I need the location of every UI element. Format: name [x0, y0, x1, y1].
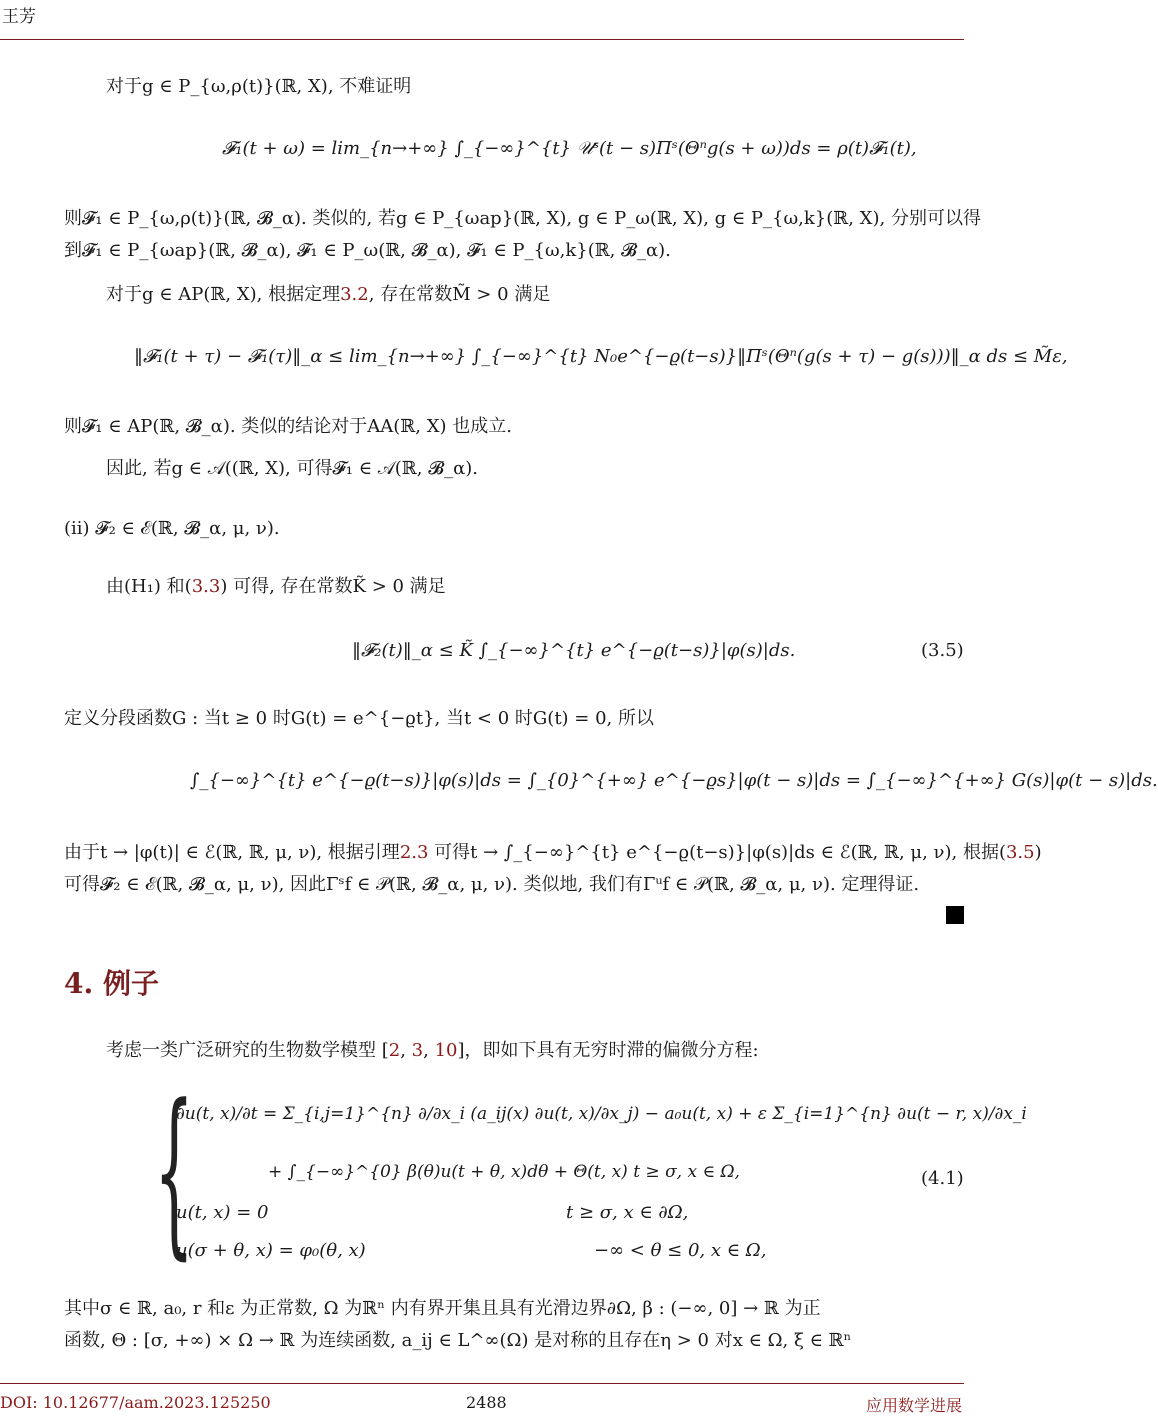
- section-title-examples: 4. 例子: [64, 967, 159, 1000]
- item-ii: (ii) 𝓕₂ ∈ ℰ(ℝ, 𝓑_α, μ, ν).: [64, 518, 280, 539]
- paragraph-H1-text-2: ) 可得, 存在常数K̃ > 0 满足: [220, 576, 446, 597]
- ref-eq-3-3[interactable]: 3.3: [191, 576, 221, 597]
- equation-F1-limit: 𝓕₁(t + ω) = lim_{n→+∞} ∫_{−∞}^{t} 𝒰ˢ(t − s)Πˢ(Θⁿg(s + ω))ds = ρ(t)𝓕₁(t),: [222, 138, 917, 159]
- system-row-boundary-lhs: u(t, x) = 0: [176, 1202, 269, 1223]
- paragraph-A-conclusion: 因此, 若g ∈ 𝒜((ℝ, X), 可得𝓕₁ ∈ 𝒜(ℝ, 𝓑_α).: [106, 458, 478, 479]
- footer-doi[interactable]: DOI: 10.12677/aam.2023.125250: [0, 1393, 271, 1412]
- system-row-boundary-rhs: t ≥ σ, x ∈ ∂Ω,: [566, 1202, 689, 1223]
- paragraph-proof-end: 可得𝓕₂ ∈ ℰ(ℝ, 𝓑_α, μ, ν), 因此Γˢf ∈ 𝒫(ℝ, 𝓑_α, μ, ν). 类似地, 我们有Γᵘf ∈ 𝒫(ℝ, 𝓑_α, μ, ν). 定理得证.: [64, 874, 920, 895]
- equation-F1-estimate: ‖𝓕₁(t + τ) − 𝓕₁(τ)‖_α ≤ lim_{n→+∞} ∫_{−∞}^{t} N₀e^{−ϱ(t−s)}‖Πˢ(Θⁿ(g(s + τ) − g(s)))‖_α ds ≤ M̃ε,: [134, 346, 1068, 367]
- system-row-pde: ∂u(t, x)/∂t = Σ_{i,j=1}^{n} ∂/∂x_i (a_ij(x) ∂u(t, x)/∂x_j) − a₀u(t, x) + ε Σ_{i=1}^{n} ∂u(t − r, x)/∂x_i: [176, 1104, 1027, 1124]
- paragraph-lemma: [64, 838, 1042, 868]
- ref-cite-10[interactable]: 10: [434, 1040, 458, 1061]
- paragraph-params-1: 其中σ ∈ ℝ, a₀, r 和ε 为正常数, Ω 为ℝⁿ 内有界开集且具有光滑边界∂Ω, β : (−∞, 0] → ℝ 为正: [64, 1298, 821, 1319]
- ref-lemma-2-3[interactable]: 2.3: [399, 842, 429, 863]
- footer-journal: 应用数学进展: [865, 1396, 962, 1415]
- paragraph-lemma-text-2: 可得t → ∫_{−∞}^{t} e^{−ϱ(t−s)}|φ(s)|ds ∈ ℰ(ℝ, ℝ, μ, ν), 根据(: [428, 842, 1006, 863]
- paragraph-F1-line1: 则𝓕₁ ∈ P_{ω,ρ(t)}(ℝ, 𝓑_α). 类似的, 若g ∈ P_{ωap}(ℝ, X), g ∈ P_ω(ℝ, X), g ∈ P_{ω,k}(ℝ, X), 分别可以得: [64, 208, 981, 229]
- paragraph-H1: [106, 572, 446, 602]
- footer-rule: [0, 1383, 964, 1384]
- paragraph-intro-g: 对于g ∈ P_{ω,ρ(t)}(ℝ, X), 不难证明: [106, 76, 412, 97]
- equation-F2-estimate: ‖𝓕₂(t)‖_α ≤ K̃ ∫_{−∞}^{t} e^{−ϱ(t−s)}|φ(s)|ds.: [352, 640, 796, 661]
- equation-convolution: ∫_{−∞}^{t} e^{−ϱ(t−s)}|φ(s)|ds = ∫_{0}^{+∞} e^{−ϱs}|φ(t − s)|ds = ∫_{−∞}^{+∞} G(s)|φ(t − s)|ds.: [190, 770, 1158, 791]
- paragraph-F1-line2: 到𝓕₁ ∈ P_{ωap}(ℝ, 𝓑_α), 𝓕₁ ∈ P_ω(ℝ, 𝓑_α), 𝓕₁ ∈ P_{ω,k}(ℝ, 𝓑_α).: [64, 240, 671, 261]
- system-row-delay: + ∫_{−∞}^{0} β(θ)u(t + θ, x)dθ + Θ(t, x) t ≥ σ, x ∈ Ω,: [268, 1162, 740, 1182]
- running-head-author: 王芳: [2, 7, 36, 27]
- paragraph-AP-text-2: , 存在常数M̃ > 0 满足: [368, 284, 551, 305]
- paragraph-model-text: 考虑一类广泛研究的生物数学模型 [: [106, 1040, 389, 1061]
- equation-number-4-1: (4.1): [921, 1168, 964, 1189]
- paragraph-AP: [106, 280, 550, 310]
- paragraph-H1-text: 由(H₁) 和(: [106, 576, 192, 597]
- equation-number-3-5: (3.5): [921, 640, 964, 661]
- system-row-initial-rhs: −∞ < θ ≤ 0, x ∈ Ω,: [594, 1240, 767, 1261]
- paragraph-AP-text: 对于g ∈ AP(ℝ, X), 根据定理: [106, 284, 341, 305]
- qed-square: [946, 906, 964, 924]
- paragraph-model-text-2: ]，即如下具有无穷时滞的偏微分方程:: [457, 1040, 759, 1061]
- header-rule: [0, 39, 964, 40]
- paragraph-AP-conclusion: 则𝓕₁ ∈ AP(ℝ, 𝓑_α). 类似的结论对于AA(ℝ, X) 也成立.: [64, 416, 513, 437]
- ref-theorem-3-2[interactable]: 3.2: [340, 284, 369, 305]
- footer-page-number: 2488: [466, 1393, 507, 1412]
- paragraph-model: 考虑一类广泛研究的生物数学模型 [2, 3, 10]，即如下具有无穷时滞的偏微分方程:: [106, 1040, 759, 1061]
- system-row-initial-lhs: u(σ + θ, x) = φ₀(θ, x): [176, 1240, 366, 1261]
- ref-cite-3[interactable]: 3: [411, 1040, 424, 1061]
- paragraph-params-2: 函数, Θ : [σ, +∞) × Ω → ℝ 为连续函数, a_ij ∈ L^∞(Ω) 是对称的且存在η > 0 对x ∈ Ω, ξ ∈ ℝⁿ: [64, 1330, 852, 1351]
- ref-cite-2[interactable]: 2: [388, 1040, 401, 1061]
- paragraph-lemma-text-3: ): [1034, 842, 1042, 863]
- paragraph-define-G: 定义分段函数G : 当t ≥ 0 时G(t) = e^{−ϱt}, 当t < 0 时G(t) = 0, 所以: [64, 708, 654, 729]
- paragraph-lemma-text: 由于t → |φ(t)| ∈ ℰ(ℝ, ℝ, μ, ν), 根据引理: [64, 842, 400, 863]
- system-left-brace: {: [154, 1067, 195, 1276]
- ref-eq-3-5[interactable]: 3.5: [1005, 842, 1035, 863]
